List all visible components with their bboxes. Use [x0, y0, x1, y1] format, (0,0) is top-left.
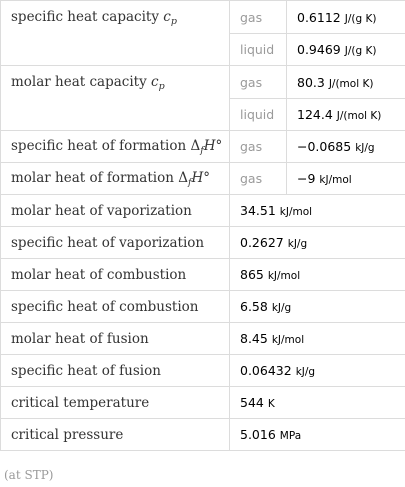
phase-label: gas	[230, 1, 287, 34]
value-cell: 124.4 J/(mol K)	[287, 99, 405, 131]
table-row	[1, 195, 405, 227]
subscript-f: f	[187, 176, 192, 188]
unit: J/(g K)	[344, 12, 377, 25]
symbol-c: c	[151, 74, 159, 90]
value-cell: −0.0685 kJ/g	[287, 131, 405, 163]
property-label: critical temperature	[1, 387, 230, 419]
value-cell: 544 K	[230, 387, 405, 419]
phase-label: gas	[230, 66, 287, 99]
value-cell: 34.51 kJ/mol	[230, 195, 405, 227]
table-row	[1, 323, 405, 355]
property-label: specific heat of combustion	[1, 291, 230, 323]
unit: kJ/mol	[271, 334, 305, 346]
unit: MPa	[279, 430, 302, 442]
table-row	[1, 259, 405, 291]
symbol-delta: Δ	[178, 169, 188, 186]
value-cell: 5.016 MPa	[230, 419, 405, 451]
symbol-h: H°	[203, 137, 223, 154]
subscript-f: f	[200, 144, 204, 156]
symbol-c: c	[163, 9, 171, 25]
phase-label: liquid	[230, 99, 287, 131]
value-cell: 0.6112 J/(g K)	[287, 1, 405, 34]
table-row	[1, 163, 405, 195]
unit: kJ/g	[355, 142, 375, 154]
unit: J/(mol K)	[336, 110, 382, 122]
unit: J/(g K)	[344, 45, 377, 57]
subscript-p: p	[158, 81, 165, 92]
symbol-h: H°	[191, 169, 211, 186]
unit: kJ/g	[287, 238, 308, 250]
unit: kJ/g	[295, 366, 316, 378]
phase-label: gas	[230, 163, 287, 195]
unit: K	[267, 398, 275, 410]
unit: J/(mol K)	[328, 77, 374, 90]
table-row	[1, 131, 405, 163]
phase-label: gas	[230, 131, 287, 163]
value-cell: 865 kJ/mol	[230, 259, 405, 291]
property-label-molar-heat-of-formation: molar heat of formation $\Delta_fH^\circ$	[1, 163, 230, 195]
table-row	[1, 387, 405, 419]
property-label: critical pressure	[1, 419, 230, 451]
value-cell: 8.45 kJ/mol	[230, 323, 405, 355]
table-row	[1, 355, 405, 387]
property-label-specific-heat-of-formation: specific heat of formation $\Delta_fH^\circ$	[1, 131, 230, 163]
unit: kJ/mol	[267, 270, 301, 282]
property-label: specific heat of fusion	[1, 355, 230, 387]
value-cell: 0.06432 kJ/g	[230, 355, 405, 387]
property-label: molar heat of vaporization	[1, 195, 230, 227]
table-row	[1, 1, 405, 34]
property-label: molar heat of combustion	[1, 259, 230, 291]
table-row	[1, 227, 405, 259]
value-cell: 0.2627 kJ/g	[230, 227, 405, 259]
property-label: specific heat of vaporization	[1, 227, 230, 259]
value-cell: 80.3 J/(mol K)	[287, 66, 405, 99]
phase-label: liquid	[230, 34, 287, 66]
table-row	[1, 66, 405, 99]
value-cell: 0.9469 J/(g K)	[287, 34, 405, 66]
value-cell: −9 kJ/mol	[287, 163, 405, 195]
footnote: (at STP)	[4, 468, 54, 482]
property-label-specific-heat-capacity: specific heat capacity $c_p$	[1, 1, 230, 66]
property-label-molar-heat-capacity: molar heat capacity $c_p$	[1, 66, 230, 131]
table-row	[1, 291, 405, 323]
unit: kJ/mol	[319, 174, 352, 186]
value-cell: 6.58 kJ/g	[230, 291, 405, 323]
property-label: molar heat of fusion	[1, 323, 230, 355]
unit: kJ/g	[271, 302, 292, 314]
subscript-p: p	[170, 16, 177, 27]
table-row	[1, 419, 405, 451]
symbol-delta: Δ	[190, 137, 201, 154]
unit: kJ/mol	[279, 206, 313, 218]
